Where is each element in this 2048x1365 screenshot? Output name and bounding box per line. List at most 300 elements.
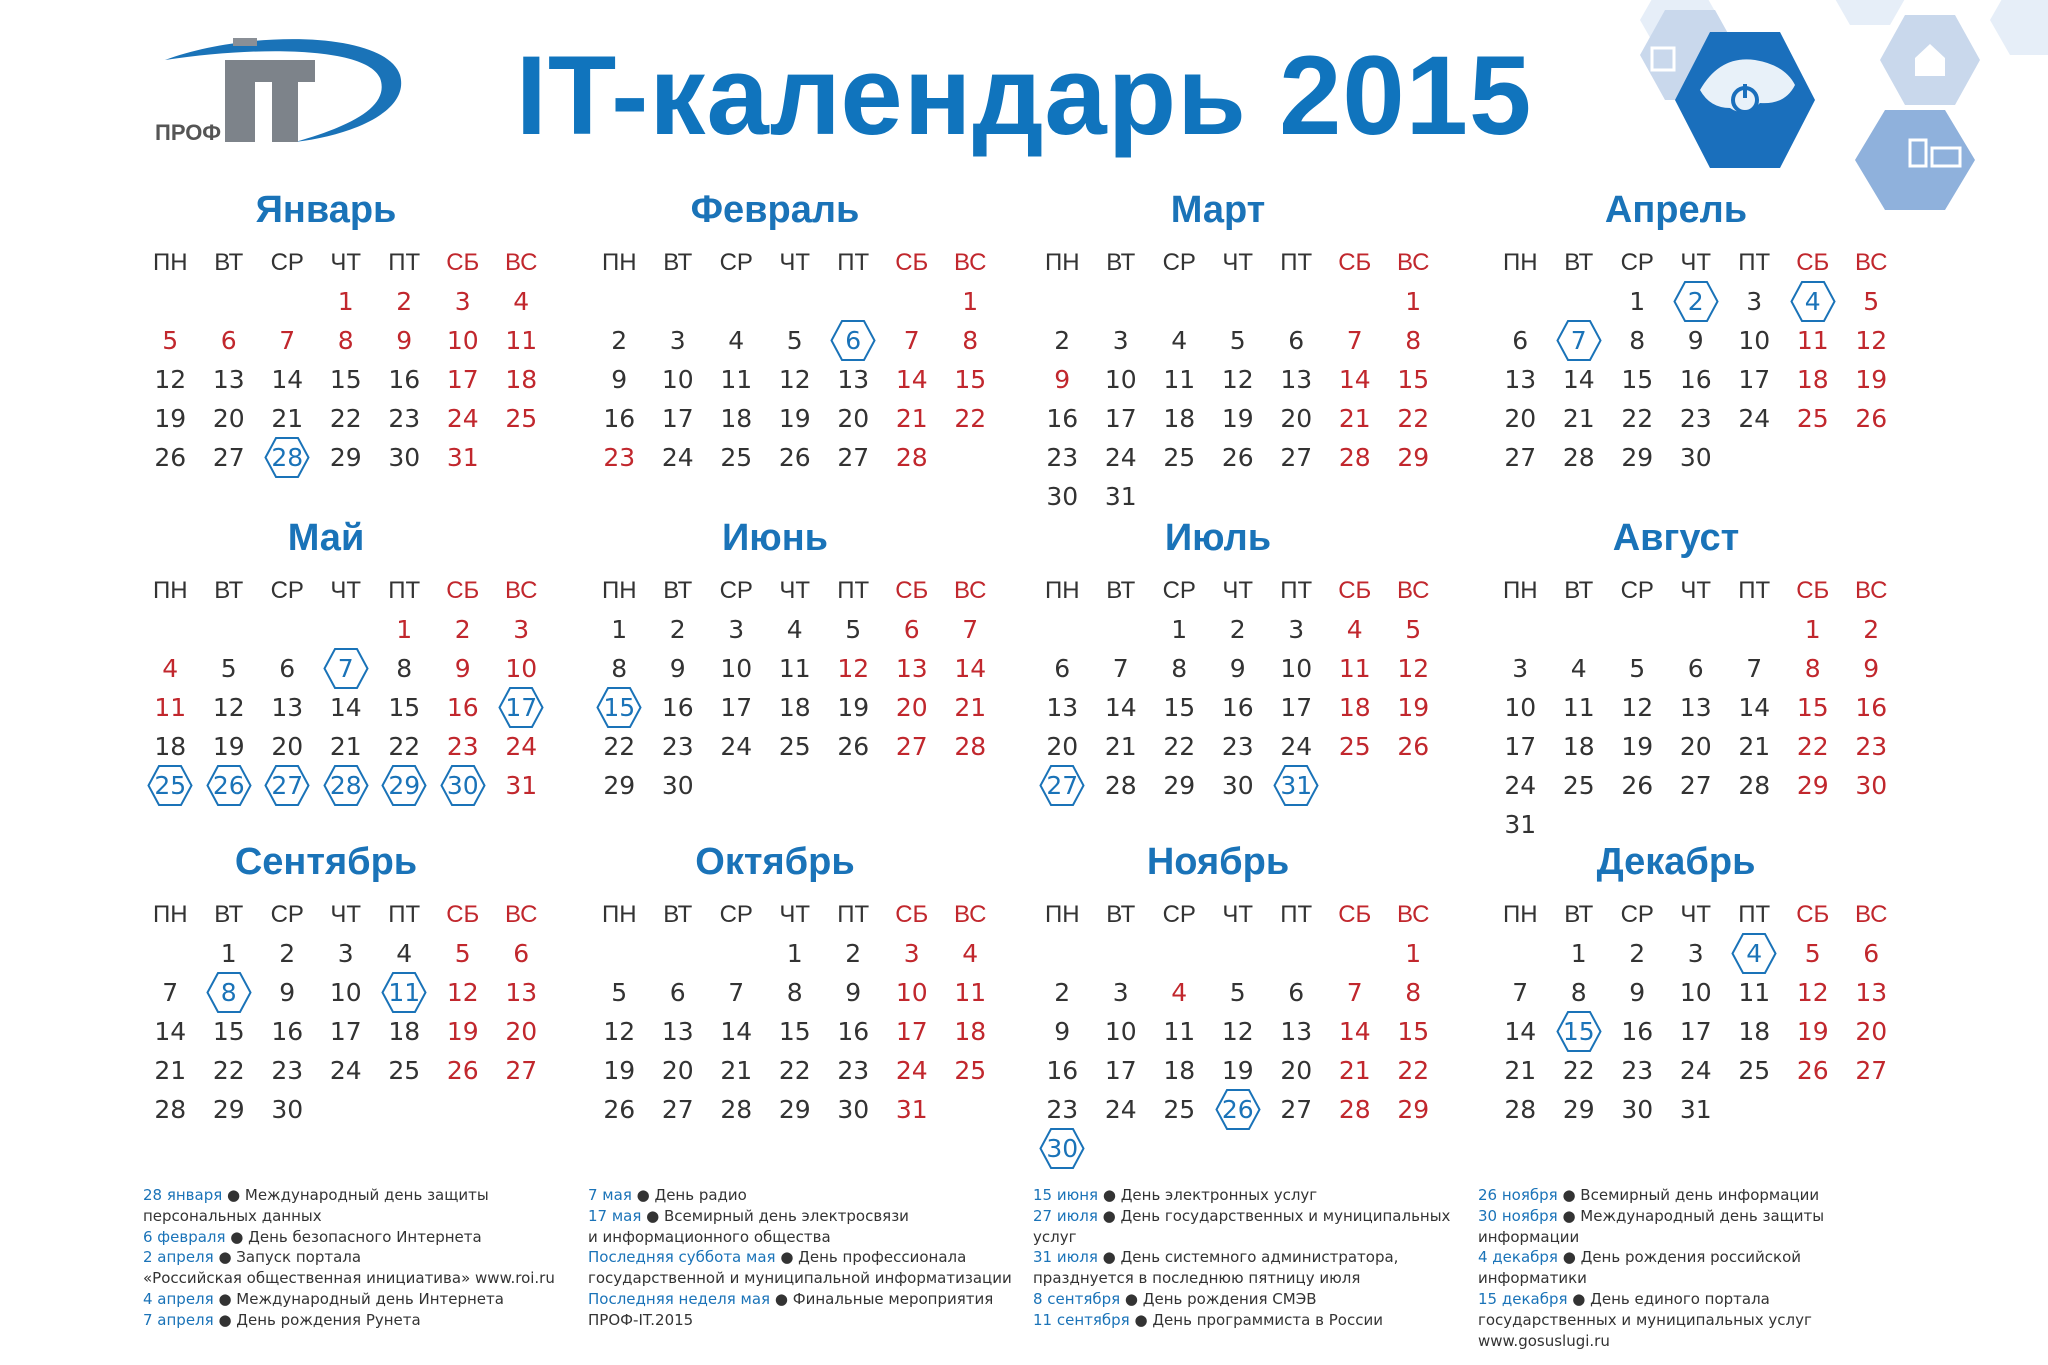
day-cell: 22 — [1163, 732, 1196, 761]
note-text-continued: ПРОФ-IT.2015 — [588, 1310, 694, 1329]
day-cell: 1 — [1629, 287, 1646, 316]
month-name: Сентябрь — [234, 841, 418, 883]
day-cell-weekend: 23 — [446, 732, 479, 761]
day-cell: 20 — [1280, 404, 1313, 433]
day-cell: 10 — [1679, 978, 1712, 1007]
day-cell-weekend: 14 — [1338, 1017, 1371, 1046]
day-cell: 20 — [1046, 732, 1079, 761]
day-cell: 28 — [1562, 443, 1595, 472]
day-cell: 2 — [1229, 615, 1246, 644]
empty-day — [141, 610, 200, 649]
day-cell: 30 — [1221, 771, 1254, 800]
day-cell: 16 — [388, 365, 421, 394]
day-cell: 29 — [212, 1095, 245, 1124]
day-cell: 16 — [1046, 1056, 1079, 1085]
note-item — [143, 1185, 573, 1227]
day-cell: 28 — [1504, 1095, 1537, 1124]
weekday-header: ВС — [504, 901, 538, 928]
day-cell: 5 — [845, 615, 862, 644]
weekday-header: СР — [1162, 249, 1196, 276]
day-cell: 11 — [1562, 693, 1595, 722]
day-cell: 13 — [1280, 1017, 1313, 1046]
month-days-grid — [1491, 895, 1888, 1129]
day-cell: 31 — [1104, 482, 1137, 511]
day-cell-it-holiday: 4 — [1725, 934, 1784, 973]
day-cell-weekend: 25 — [1338, 732, 1371, 761]
day-cell-weekend: 24 — [505, 732, 538, 761]
weekday-header: ВС — [1854, 901, 1888, 928]
day-cell: 19 — [837, 693, 870, 722]
day-cell-weekend: 4 — [962, 939, 979, 968]
day-cell-weekend: 11 — [1796, 326, 1829, 355]
day-cell: 9 — [1687, 326, 1704, 355]
day-cell-weekend: 12 — [1855, 326, 1888, 355]
month-calendar — [590, 513, 987, 805]
weekday-header: ПТ — [1280, 577, 1313, 604]
day-cell: 10 — [1738, 326, 1771, 355]
bullet-icon: ● — [775, 1248, 799, 1267]
day-cell: 14 — [1104, 693, 1137, 722]
bullet-icon: ● — [1557, 1186, 1581, 1204]
day-cell: 2 — [1054, 978, 1071, 1007]
weekday-header: ВТ — [1106, 577, 1136, 604]
day-cell: 18 — [778, 693, 811, 722]
bullet-icon: ● — [213, 1289, 237, 1308]
note-text: Международный день Интернета — [236, 1289, 504, 1308]
bullet-icon: ● — [213, 1248, 237, 1267]
note-text: Международный день защиты — [1580, 1206, 1825, 1225]
day-cell: 6 — [279, 654, 296, 683]
weekday-header: ЧТ — [330, 249, 362, 276]
weekday-header: СР — [270, 249, 304, 276]
note-item — [143, 1310, 573, 1331]
bullet-icon: ● — [1557, 1206, 1581, 1225]
day-cell: 11 — [1163, 365, 1196, 394]
weekday-header: ПТ — [1280, 249, 1313, 276]
day-cell-it-holiday: 26 — [200, 766, 259, 805]
bullet-icon: ● — [1097, 1206, 1121, 1225]
day-cell: 26 — [778, 443, 811, 472]
day-cell: 12 — [154, 365, 187, 394]
day-cell: 4 — [786, 615, 803, 644]
month-calendar — [1033, 837, 1430, 1168]
day-cell: 9 — [845, 978, 862, 1007]
note-text-continued: информации — [1478, 1227, 1580, 1246]
weekday-header: ЧТ — [1680, 249, 1712, 276]
day-cell: 9 — [279, 978, 296, 1007]
day-cell-weekend: 15 — [1397, 1017, 1430, 1046]
day-cell-weekend: 11 — [1338, 654, 1371, 683]
day-cell: 21 — [1562, 404, 1595, 433]
day-cell-weekend: 14 — [1338, 365, 1371, 394]
day-cell-weekend: 26 — [1855, 404, 1888, 433]
note-item — [1478, 1185, 1908, 1206]
day-cell: 19 — [778, 404, 811, 433]
note-text-continued: www.gosuslugi.ru — [1478, 1331, 1610, 1350]
day-cell-weekend: 22 — [954, 404, 987, 433]
empty-day — [141, 282, 200, 321]
weekday-header: ПН — [1044, 577, 1080, 604]
weekday-header: СР — [1620, 901, 1654, 928]
note-text: Запуск портала — [236, 1248, 362, 1267]
bullet-icon: ● — [631, 1186, 655, 1204]
empty-day — [1550, 610, 1609, 649]
note-date: 31 июля — [1033, 1248, 1098, 1267]
month-days-grid — [590, 895, 987, 1129]
note-date: 17 мая — [588, 1206, 642, 1225]
day-cell: 19 — [212, 732, 245, 761]
day-cell: 20 — [837, 404, 870, 433]
day-cell: 10 — [329, 978, 362, 1007]
day-cell-weekend: 31 — [505, 771, 538, 800]
day-cell: 6 — [1288, 326, 1305, 355]
note-text-continued: услуг — [1033, 1227, 1077, 1246]
day-cell-weekend: 1 — [396, 615, 413, 644]
day-cell: 25 — [778, 732, 811, 761]
day-cell: 17 — [1738, 365, 1771, 394]
weekday-header: ЧТ — [1680, 901, 1712, 928]
day-cell: 9 — [1229, 654, 1246, 683]
day-cell: 3 — [337, 939, 354, 968]
weekday-header: СБ — [1796, 249, 1830, 276]
day-cell: 30 — [388, 443, 421, 472]
day-cell: 2 — [845, 939, 862, 968]
day-cell-weekend: 26 — [1796, 1056, 1829, 1085]
month-name: Август — [1612, 517, 1740, 559]
day-cell-weekend: 18 — [1796, 365, 1829, 394]
day-cell: 18 — [154, 732, 187, 761]
day-cell-it-holiday: 30 — [434, 766, 493, 805]
day-cell: 12 — [1621, 693, 1654, 722]
month-days-grid — [1033, 243, 1430, 516]
day-cell-it-holiday: 11 — [375, 973, 434, 1012]
month-name: Апрель — [1604, 189, 1748, 231]
day-cell: 18 — [1163, 1056, 1196, 1085]
day-cell: 4 — [728, 326, 745, 355]
day-cell-weekend: 3 — [513, 615, 530, 644]
day-cell: 22 — [388, 732, 421, 761]
note-text: День рождения российской информатики — [1478, 1248, 1802, 1288]
day-cell: 17 — [720, 693, 753, 722]
day-cell-weekend: 28 — [895, 443, 928, 472]
weekday-header: ПН — [601, 901, 637, 928]
weekday-header: ВТ — [214, 577, 244, 604]
day-cell: 19 — [603, 1056, 636, 1085]
day-cell-weekend: 24 — [446, 404, 479, 433]
note-text-continued: «Российская общественная инициатива» www.roi.ru — [143, 1269, 555, 1288]
empty-day — [258, 282, 317, 321]
day-cell: 14 — [720, 1017, 753, 1046]
day-cell: 1 — [611, 615, 628, 644]
day-cell-it-holiday: 28 — [258, 438, 317, 477]
empty-day — [1092, 282, 1151, 321]
day-cell: 14 — [1504, 1017, 1537, 1046]
empty-day — [1209, 282, 1268, 321]
day-cell: 14 — [271, 365, 304, 394]
day-cell-weekend: 13 — [895, 654, 928, 683]
day-cell-weekend: 18 — [1338, 693, 1371, 722]
note-date: 4 декабря — [1478, 1248, 1558, 1267]
day-cell-weekend: 5 — [162, 326, 179, 355]
day-cell-weekend: 22 — [1397, 1056, 1430, 1085]
note-date: 28 января — [143, 1186, 223, 1204]
weekday-header: ВС — [953, 901, 987, 928]
day-cell: 5 — [1229, 978, 1246, 1007]
day-cell-weekend: 6 — [513, 939, 530, 968]
day-cell: 19 — [1621, 732, 1654, 761]
weekday-header: ПН — [1044, 249, 1080, 276]
day-cell-weekend: 23 — [603, 443, 636, 472]
day-cell: 15 — [1621, 365, 1654, 394]
day-cell: 3 — [1288, 615, 1305, 644]
bullet-icon: ● — [1120, 1289, 1143, 1308]
day-cell-weekend: 10 — [505, 654, 538, 683]
day-cell: 9 — [611, 365, 628, 394]
month-calendar — [590, 185, 987, 477]
day-cell: 6 — [1687, 654, 1704, 683]
day-cell-weekend: 12 — [446, 978, 479, 1007]
day-cell: 7 — [1112, 654, 1129, 683]
empty-day — [1033, 282, 1092, 321]
empty-day — [1491, 282, 1550, 321]
note-item — [143, 1227, 573, 1248]
note-text-continued: и информационного общества — [588, 1227, 831, 1246]
month-days-grid — [590, 243, 987, 477]
day-cell-weekend: 21 — [1338, 1056, 1371, 1085]
day-cell: 23 — [837, 1056, 870, 1085]
note-date: 6 февраля — [143, 1227, 226, 1246]
empty-day — [317, 610, 376, 649]
note-date: 4 апреля — [143, 1289, 214, 1308]
empty-day — [258, 610, 317, 649]
day-cell: 25 — [1163, 1095, 1196, 1124]
day-cell-weekend: 18 — [954, 1017, 987, 1046]
day-cell: 13 — [837, 365, 870, 394]
bullet-icon: ● — [1567, 1289, 1591, 1308]
empty-day — [1667, 610, 1726, 649]
day-cell: 3 — [728, 615, 745, 644]
day-cell: 7 — [162, 978, 179, 1007]
note-text-continued: государственной и муниципальной информатизации — [588, 1269, 1012, 1288]
day-cell: 3 — [1112, 978, 1129, 1007]
weekday-header: ПТ — [388, 249, 421, 276]
weekday-header: ВС — [953, 249, 987, 276]
day-cell: 25 — [388, 1056, 421, 1085]
note-item — [1033, 1206, 1463, 1248]
day-cell-weekend: 2 — [396, 287, 413, 316]
day-cell: 5 — [1229, 326, 1246, 355]
day-cell: 14 — [1562, 365, 1595, 394]
day-cell: 28 — [154, 1095, 187, 1124]
day-cell-weekend: 4 — [1171, 978, 1188, 1007]
day-cell-it-holiday: 4 — [1784, 282, 1843, 321]
day-cell: 10 — [1504, 693, 1537, 722]
weekday-header: ВТ — [214, 249, 244, 276]
day-cell: 24 — [720, 732, 753, 761]
empty-day — [766, 282, 825, 321]
empty-day — [883, 282, 942, 321]
month-name: Июнь — [721, 517, 829, 559]
day-cell: 5 — [611, 978, 628, 1007]
note-item — [143, 1289, 573, 1310]
day-cell-weekend: 26 — [1397, 732, 1430, 761]
day-cell: 24 — [1738, 404, 1771, 433]
day-cell: 16 — [837, 1017, 870, 1046]
day-cell-weekend: 15 — [1397, 365, 1430, 394]
day-cell-weekend: 7 — [962, 615, 979, 644]
day-cell: 20 — [1679, 732, 1712, 761]
day-cell-it-holiday: 27 — [1033, 766, 1092, 805]
day-cell: 5 — [220, 654, 237, 683]
day-cell-it-holiday: 27 — [258, 766, 317, 805]
day-cell: 9 — [1629, 978, 1646, 1007]
note-text: День безопасного Интернета — [248, 1227, 482, 1246]
day-cell-weekend: 27 — [505, 1056, 538, 1085]
month-calendar — [1033, 513, 1430, 805]
empty-day — [707, 282, 766, 321]
note-text: День рождения СМЭВ — [1142, 1289, 1317, 1308]
day-cell: 10 — [661, 365, 694, 394]
empty-day — [649, 934, 708, 973]
day-cell-weekend: 5 — [1863, 287, 1880, 316]
month-name: Ноябрь — [1146, 841, 1290, 883]
weekday-header: ВТ — [663, 577, 693, 604]
weekday-header: ВС — [1396, 901, 1430, 928]
note-date: 11 сентября — [1033, 1310, 1130, 1329]
day-cell: 2 — [279, 939, 296, 968]
day-cell: 22 — [603, 732, 636, 761]
day-cell: 14 — [329, 693, 362, 722]
day-cell: 27 — [1280, 1095, 1313, 1124]
weekday-header: ПТ — [1738, 249, 1771, 276]
day-cell: 4 — [1570, 654, 1587, 683]
day-cell: 8 — [611, 654, 628, 683]
day-cell: 31 — [1504, 810, 1537, 839]
day-cell-weekend: 19 — [1855, 365, 1888, 394]
day-cell-weekend: 19 — [1397, 693, 1430, 722]
day-cell-it-holiday: 8 — [200, 973, 259, 1012]
day-cell: 3 — [669, 326, 686, 355]
day-cell: 13 — [271, 693, 304, 722]
month-calendar — [1491, 837, 1888, 1129]
weekday-header: СР — [1162, 577, 1196, 604]
month-calendar — [1033, 185, 1430, 516]
day-cell-weekend: 19 — [446, 1017, 479, 1046]
month-calendar — [1491, 185, 1888, 477]
day-cell: 13 — [1504, 365, 1537, 394]
day-cell: 20 — [212, 404, 245, 433]
day-cell-it-holiday: 15 — [590, 688, 649, 727]
month-days-grid — [1033, 571, 1430, 805]
weekday-header: ВС — [504, 249, 538, 276]
day-cell-weekend: 9 — [454, 654, 471, 683]
day-cell: 24 — [1104, 1095, 1137, 1124]
note-item — [1478, 1247, 1908, 1289]
day-cell: 10 — [1280, 654, 1313, 683]
day-cell-weekend: 10 — [895, 978, 928, 1007]
weekday-header: ВТ — [1106, 249, 1136, 276]
day-cell-weekend: 6 — [220, 326, 237, 355]
day-cell: 13 — [212, 365, 245, 394]
day-cell-weekend: 16 — [1855, 693, 1888, 722]
weekday-header: ВС — [1396, 249, 1430, 276]
month-calendar — [141, 513, 538, 805]
weekday-header: ВТ — [663, 901, 693, 928]
empty-day — [590, 934, 649, 973]
day-cell-it-holiday: 17 — [492, 688, 551, 727]
weekday-header: СБ — [1338, 901, 1372, 928]
day-cell: 29 — [1621, 443, 1654, 472]
day-cell: 23 — [1621, 1056, 1654, 1085]
weekday-header: ПН — [601, 577, 637, 604]
day-cell: 28 — [1738, 771, 1771, 800]
day-cell: 17 — [1104, 404, 1137, 433]
weekday-header: СР — [1620, 249, 1654, 276]
day-cell-weekend: 1 — [1405, 287, 1422, 316]
day-cell: 26 — [1221, 443, 1254, 472]
day-cell-weekend: 17 — [895, 1017, 928, 1046]
day-cell: 23 — [1046, 1095, 1079, 1124]
weekday-header: СБ — [1338, 249, 1372, 276]
note-item — [143, 1247, 573, 1289]
note-item — [1478, 1206, 1908, 1248]
day-cell: 17 — [1280, 693, 1313, 722]
day-cell: 29 — [603, 771, 636, 800]
empty-day — [1326, 282, 1385, 321]
day-cell: 17 — [1104, 1056, 1137, 1085]
day-cell-weekend: 1 — [1405, 939, 1422, 968]
day-cell-weekend: 8 — [1405, 978, 1422, 1007]
day-cell: 16 — [271, 1017, 304, 1046]
month-name: Декабрь — [1596, 841, 1756, 883]
note-item — [1033, 1185, 1463, 1206]
day-cell: 12 — [778, 365, 811, 394]
day-cell-weekend: 2 — [1863, 615, 1880, 644]
month-name: Октябрь — [695, 841, 855, 883]
day-cell: 13 — [1280, 365, 1313, 394]
day-cell-weekend: 25 — [1796, 404, 1829, 433]
day-cell: 2 — [1054, 326, 1071, 355]
bullet-icon: ● — [222, 1186, 245, 1204]
day-cell: 17 — [1504, 732, 1537, 761]
day-cell-weekend: 7 — [1346, 978, 1363, 1007]
note-text: День государственных и муниципальных — [1120, 1206, 1451, 1225]
day-cell: 6 — [1288, 978, 1305, 1007]
day-cell: 7 — [728, 978, 745, 1007]
weekday-header: СБ — [895, 577, 929, 604]
day-cell-weekend: 8 — [1405, 326, 1422, 355]
day-cell-it-holiday: 6 — [824, 321, 883, 360]
day-cell-weekend: 31 — [895, 1095, 928, 1124]
day-cell: 21 — [1504, 1056, 1537, 1085]
weekday-header: СР — [719, 249, 753, 276]
day-cell-weekend: 18 — [505, 365, 538, 394]
day-cell: 2 — [1629, 939, 1646, 968]
day-cell: 23 — [271, 1056, 304, 1085]
empty-day — [1150, 934, 1209, 973]
day-cell: 22 — [212, 1056, 245, 1085]
weekday-header: СБ — [446, 577, 480, 604]
month-name: Июль — [1164, 517, 1272, 559]
weekday-header: ПН — [1502, 249, 1538, 276]
day-cell: 12 — [603, 1017, 636, 1046]
weekday-header: СБ — [1338, 577, 1372, 604]
day-cell: 25 — [1562, 771, 1595, 800]
note-date: 7 мая — [588, 1186, 632, 1204]
day-cell-weekend: 24 — [895, 1056, 928, 1085]
empty-day — [590, 282, 649, 321]
notes-column — [1478, 1185, 1908, 1351]
